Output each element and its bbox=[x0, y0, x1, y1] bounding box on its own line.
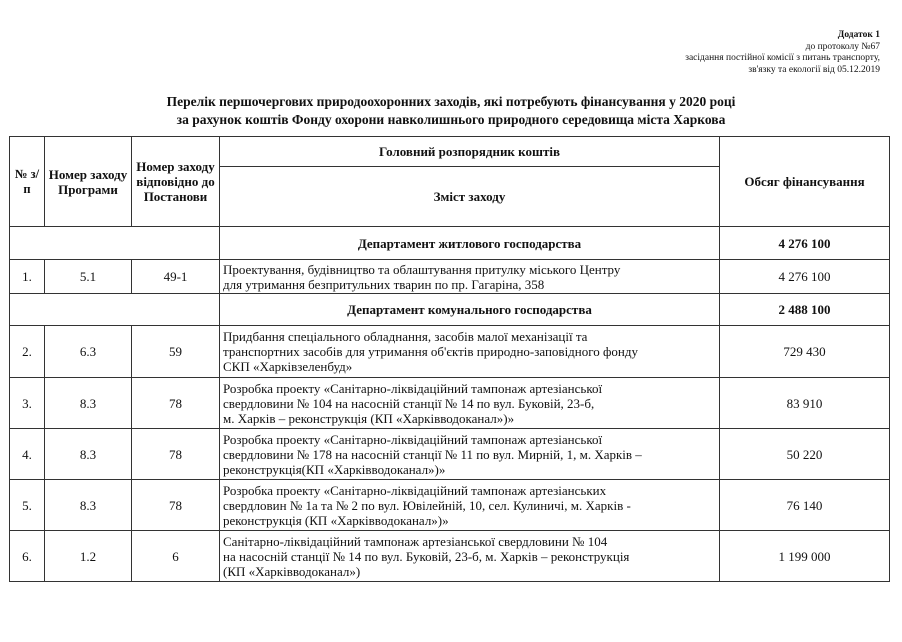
row-content-line: на насосній станції № 14 по вул. Буковій, 23-б, м. Харків – реконструкція bbox=[223, 548, 630, 564]
row-amount: 76 140 bbox=[720, 480, 890, 531]
row-decree: 78 bbox=[132, 480, 220, 531]
row-content bbox=[220, 531, 720, 582]
title-line-2: за рахунок коштів Фонду охорони навколишнього природного середовища міста Харкова bbox=[176, 111, 726, 127]
row-amount: 50 220 bbox=[720, 429, 890, 480]
appendix-note bbox=[685, 30, 880, 76]
row-num: 6. bbox=[10, 531, 45, 582]
appendix-date: зв'язку та екології від 05.12.2019 bbox=[748, 64, 880, 75]
row-content-line: СКП «Харківзеленбуд» bbox=[223, 359, 353, 374]
header-manager: Головний розпорядник коштів bbox=[220, 137, 720, 167]
row-program: 6.3 bbox=[45, 326, 132, 378]
row-content-line: свердловини № 178 на насосній станції № 11 по вул. Мирній, 1, м. Харків – bbox=[223, 446, 642, 462]
row-decree: 78 bbox=[132, 429, 220, 480]
table-row bbox=[10, 326, 890, 378]
row-amount: 729 430 bbox=[720, 326, 890, 378]
row-content-line: Проектування, будівництво та облаштування притулку міського Центру bbox=[223, 261, 621, 277]
row-content bbox=[220, 260, 720, 294]
title-line-1: Перелік першочергових природоохоронних заходів, які потребують фінансування у 2020 році bbox=[166, 94, 736, 109]
row-program: 8.3 bbox=[45, 480, 132, 531]
row-content-line: свердловин № 1а та № 2 по вул. Ювілейній, 10, сел. Кулиничі, м. Харків - bbox=[223, 497, 631, 513]
row-num: 2. bbox=[10, 326, 45, 378]
row-content-line: Придбання спеціального обладнання, засобів малої механізації та bbox=[223, 329, 588, 344]
row-num: 4. bbox=[10, 429, 45, 480]
row-content-line: Розробка проекту «Санітарно-ліквідаційний тампонаж артезіанської bbox=[223, 380, 603, 396]
row-decree: 6 bbox=[132, 531, 220, 582]
row-num: 5. bbox=[10, 480, 45, 531]
section-empty-cell bbox=[10, 294, 220, 326]
row-content-line: Розробка проекту «Санітарно-ліквідаційний тампонаж артезіанських bbox=[223, 482, 607, 498]
section-department: Департамент житлового господарства bbox=[220, 227, 720, 260]
row-content bbox=[220, 480, 720, 531]
table-row bbox=[10, 429, 890, 480]
row-num: 3. bbox=[10, 378, 45, 429]
row-content bbox=[220, 429, 720, 480]
table-row bbox=[10, 531, 890, 582]
header-amount: Обсяг фінансування bbox=[720, 137, 890, 227]
appendix-protocol: до протоколу №67 bbox=[805, 41, 880, 52]
row-amount: 4 276 100 bbox=[720, 260, 890, 294]
measures-table bbox=[9, 136, 890, 582]
row-content-line: реконструкція(КП «Харківводоканал»)» bbox=[223, 461, 446, 477]
row-content bbox=[220, 378, 720, 429]
row-content-line: (КП «Харківводоканал») bbox=[223, 563, 361, 579]
row-num: 1. bbox=[10, 260, 45, 294]
row-content-line: м. Харків – реконструкція (КП «Харківводоканал»)» bbox=[223, 410, 515, 426]
row-content-line: транспортних засобів для утримання об'єктів природно-заповідного фонду bbox=[223, 344, 639, 359]
row-content-line: для утримання безпритульних тварин по пр. Гагаріна, 358 bbox=[223, 276, 545, 292]
appendix-commission: засідання постійної комісії з питань транспорту, bbox=[685, 53, 880, 63]
section-total: 2 488 100 bbox=[720, 294, 890, 326]
row-program: 8.3 bbox=[45, 429, 132, 480]
table-row bbox=[10, 378, 890, 429]
row-program: 1.2 bbox=[45, 531, 132, 582]
header-program: Номер заходу Програми bbox=[45, 137, 132, 227]
row-content-line: свердловини № 104 на насосній станції № 14 по вул. Буковій, 23-б, bbox=[223, 395, 595, 411]
row-decree: 49-1 bbox=[132, 260, 220, 294]
table-row bbox=[10, 480, 890, 531]
section-total: 4 276 100 bbox=[720, 227, 890, 260]
row-program: 5.1 bbox=[45, 260, 132, 294]
row-amount: 83 910 bbox=[720, 378, 890, 429]
table-row bbox=[10, 260, 890, 294]
row-decree: 78 bbox=[132, 378, 220, 429]
row-decree: 59 bbox=[132, 326, 220, 378]
row-content-line: реконструкція (КП «Харківводоканал»)» bbox=[223, 512, 449, 528]
header-num: № з/п bbox=[10, 137, 45, 227]
section-department: Департамент комунального господарства bbox=[220, 294, 720, 326]
section-row bbox=[10, 294, 890, 326]
row-content-line: Розробка проекту «Санітарно-ліквідаційний тампонаж артезіанської bbox=[223, 431, 603, 447]
row-content-line: Санітарно-ліквідаційний тампонаж артезіанської свердловини № 104 bbox=[223, 533, 608, 549]
row-program: 8.3 bbox=[45, 378, 132, 429]
header-content: Зміст заходу bbox=[220, 167, 720, 227]
document-title bbox=[0, 93, 902, 128]
section-empty-cell bbox=[10, 227, 220, 260]
section-row bbox=[10, 227, 890, 260]
appendix-title: Додаток 1 bbox=[837, 30, 880, 40]
row-amount: 1 199 000 bbox=[720, 531, 890, 582]
row-content bbox=[220, 326, 720, 378]
header-decree: Номер заходу відповідно до Постанови bbox=[132, 137, 220, 227]
